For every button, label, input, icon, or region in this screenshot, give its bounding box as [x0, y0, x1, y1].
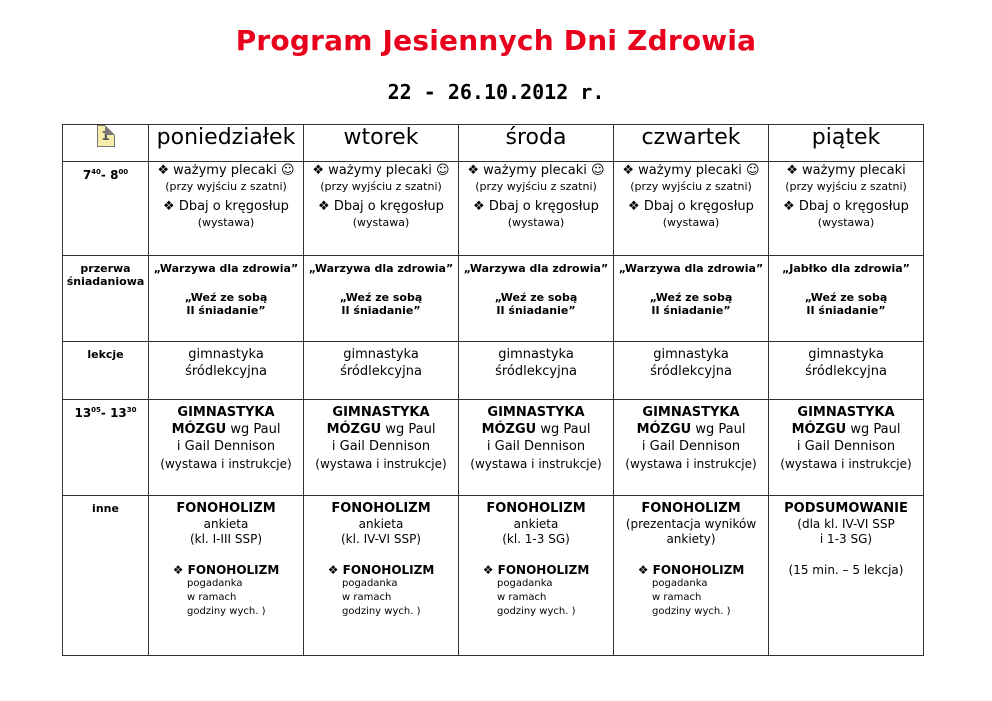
table-row	[63, 162, 924, 256]
schedule-table	[62, 124, 924, 656]
schedule-cell: GIMNASTYKA MÓZGU wg Paul i Gail Dennison (wystawa i instrukcje)	[304, 400, 459, 496]
schedule-cell: FONOHOLIZM ankieta (kl. I-III SSP) ❖ FONOHOLIZM pogadanka w ramach godziny wych. )	[149, 496, 304, 656]
day-header: poniedziałek	[149, 125, 304, 162]
schedule-cell: gimnastyka śródlekcyjna	[149, 342, 304, 400]
schedule-cell: ❖ ważymy plecaki ☺ (przy wyjściu z szatni) ❖ Dbaj o kręgosłup (wystawa)	[459, 162, 614, 256]
schedule-cell: GIMNASTYKA MÓZGU wg Paul i Gail Dennison (wystawa i instrukcje)	[614, 400, 769, 496]
schedule-cell: gimnastyka śródlekcyjna	[459, 342, 614, 400]
table-row	[63, 496, 924, 656]
schedule-cell: gimnastyka śródlekcyjna	[304, 342, 459, 400]
row-label: lekcje	[63, 342, 149, 400]
schedule-cell: FONOHOLIZM ankieta (kl. 1-3 SG) ❖ FONOHOLIZM pogadanka w ramach godziny wych. )	[459, 496, 614, 656]
schedule-cell: gimnastyka śródlekcyjna	[769, 342, 924, 400]
table-row	[63, 256, 924, 342]
schedule-cell: „Warzywa dla zdrowia” „Weź ze sobą II śniadanie”	[459, 256, 614, 342]
schedule-cell: FONOHOLIZM ankieta (kl. IV-VI SSP) ❖ FONOHOLIZM pogadanka w ramach godziny wych. )	[304, 496, 459, 656]
schedule-cell: „Warzywa dla zdrowia” „Weź ze sobą II śniadanie”	[149, 256, 304, 342]
schedule-cell: GIMNASTYKA MÓZGU wg Paul i Gail Dennison (wystawa i instrukcje)	[149, 400, 304, 496]
schedule-cell: GIMNASTYKA MÓZGU wg Paul i Gail Dennison (wystawa i instrukcje)	[769, 400, 924, 496]
schedule-cell: ❖ ważymy plecaki (przy wyjściu z szatni) ❖ Dbaj o kręgosłup (wystawa)	[769, 162, 924, 256]
day-header: piątek	[769, 125, 924, 162]
day-header: wtorek	[304, 125, 459, 162]
document-icon: 1	[97, 125, 115, 147]
schedule-cell: FONOHOLIZM (prezentacja wyników ankiety) ❖ FONOHOLIZM pogadanka w ramach godziny wych. )	[614, 496, 769, 656]
date-range: 22 - 26.10.2012 r.	[387, 80, 605, 104]
row-label: inne	[63, 496, 149, 656]
day-header: czwartek	[614, 125, 769, 162]
day-header: środa	[459, 125, 614, 162]
table-row	[63, 400, 924, 496]
schedule-cell: ❖ ważymy plecaki ☺ (przy wyjściu z szatni) ❖ Dbaj o kręgosłup (wystawa)	[304, 162, 459, 256]
page-title: Program Jesiennych Dni Zdrowia	[235, 24, 757, 57]
schedule-cell: „Jabłko dla zdrowia” „Weź ze sobą II śniadanie”	[769, 256, 924, 342]
schedule-cell: GIMNASTYKA MÓZGU wg Paul i Gail Dennison (wystawa i instrukcje)	[459, 400, 614, 496]
row-label: przerwa śniadaniowa	[63, 256, 149, 342]
header-row	[63, 125, 924, 162]
row-label-time: $13^{05}-$ $13^{30}$	[63, 400, 149, 496]
schedule-cell: gimnastyka śródlekcyjna	[614, 342, 769, 400]
row-label-time: $7^{40}-$ $8^{00}$	[63, 162, 149, 256]
table-row	[63, 342, 924, 400]
schedule-cell: PODSUMOWANIE (dla kl. IV-VI SSP i 1-3 SG) (15 min. – 5 lekcja)	[769, 496, 924, 656]
schedule-cell: ❖ ważymy plecaki ☺ (przy wyjściu z szatni) ❖ Dbaj o kręgosłup (wystawa)	[614, 162, 769, 256]
corner-cell	[63, 125, 149, 162]
schedule-cell: „Warzywa dla zdrowia” „Weź ze sobą II śniadanie”	[304, 256, 459, 342]
schedule-cell: ❖ ważymy plecaki ☺ (przy wyjściu z szatni) ❖ Dbaj o kręgosłup (wystawa)	[149, 162, 304, 256]
schedule-cell: „Warzywa dla zdrowia” „Weź ze sobą II śniadanie”	[614, 256, 769, 342]
